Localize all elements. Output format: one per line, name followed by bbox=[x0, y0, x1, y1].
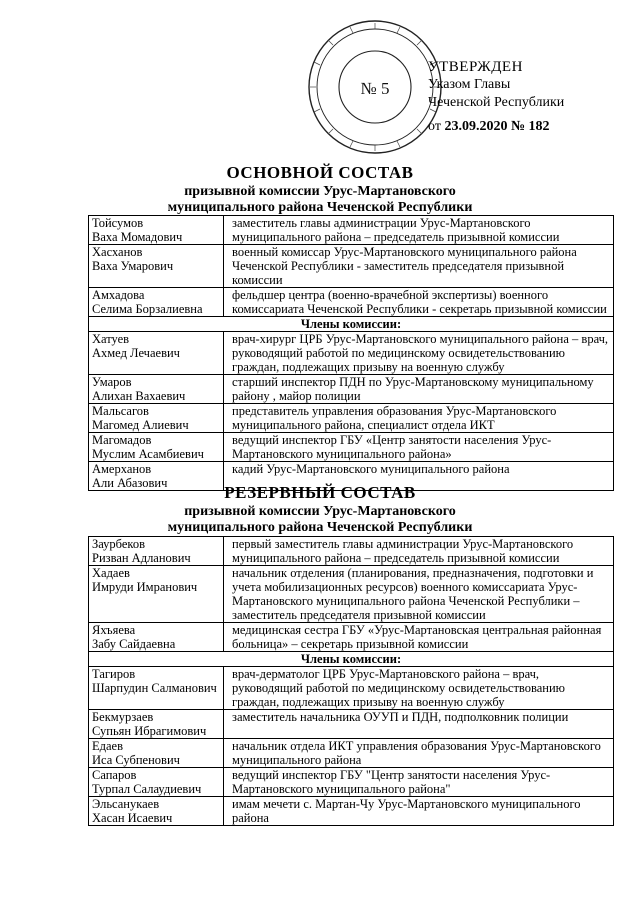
table-row bbox=[89, 768, 614, 797]
table-row bbox=[89, 667, 614, 710]
approval-block bbox=[428, 58, 564, 136]
member-name bbox=[89, 433, 224, 462]
member-role: фельдшер центра (военно-врачебной экспертизы) военного комиссариата Чеченской Республики - секретарь призывной комиссии bbox=[224, 288, 614, 317]
table-row bbox=[89, 710, 614, 739]
members-header: Члены комиссии: bbox=[89, 652, 614, 667]
member-name bbox=[89, 768, 224, 797]
member-given-name: Муслим Асамбиевич bbox=[92, 447, 204, 461]
member-role: врач-дерматолог ЦРБ Урус-Мартановского района – врач, руководящий работой по медицинскому освидетельствованию граждан, подлежащих призыву на военную службу bbox=[224, 667, 614, 710]
member-name bbox=[89, 566, 224, 623]
svg-text:№ 5: № 5 bbox=[360, 79, 390, 98]
main-composition-table bbox=[88, 215, 614, 491]
member-role: начальник отделения (планирования, предназначения, подготовки и учета мобилизационных ресурсов) военного комиссариата Урус-Мартановского муниципального района Чеченской Республики – заместитель председателя призывной комиссии bbox=[224, 566, 614, 623]
member-surname: Амерханов bbox=[92, 462, 152, 476]
table-row bbox=[89, 739, 614, 768]
member-surname: Магомадов bbox=[92, 433, 152, 447]
member-name bbox=[89, 332, 224, 375]
member-name bbox=[89, 667, 224, 710]
member-name bbox=[89, 797, 224, 826]
member-surname: Эльсанукаев bbox=[92, 797, 160, 811]
member-name bbox=[89, 404, 224, 433]
member-name bbox=[89, 375, 224, 404]
member-surname: Тойсумов bbox=[92, 216, 144, 230]
member-role: начальник отдела ИКТ управления образования Урус-Мартановского муниципального района bbox=[224, 739, 614, 768]
member-surname: Яхъяева bbox=[92, 623, 136, 637]
member-surname: Хасханов bbox=[92, 245, 143, 259]
member-name bbox=[89, 288, 224, 317]
table-row bbox=[89, 332, 614, 375]
member-surname: Заурбеков bbox=[92, 537, 146, 551]
member-given-name: Ризван Адланович bbox=[92, 551, 191, 565]
approval-line-2: Чеченской Республики bbox=[428, 95, 565, 110]
member-given-name: Имруди Имранович bbox=[92, 580, 198, 594]
approved-heading: УТВЕРЖДЕН bbox=[428, 59, 523, 75]
table-row bbox=[89, 433, 614, 462]
members-header-row bbox=[89, 317, 614, 332]
member-given-name: Шарпудин Салманович bbox=[92, 681, 217, 695]
table-row bbox=[89, 245, 614, 288]
members-header: Члены комиссии: bbox=[89, 317, 614, 332]
reserve-composition-table bbox=[88, 536, 614, 826]
member-role: медицинская сестра ГБУ «Урус-Мартановская центральная районная больница» – секретарь призывной комиссии bbox=[224, 623, 614, 652]
table-row bbox=[89, 537, 614, 566]
table-row bbox=[89, 288, 614, 317]
member-role: заместитель начальника ОУУП и ПДН, подполковник полиции bbox=[224, 710, 614, 739]
member-surname: Хадаев bbox=[92, 566, 130, 580]
member-given-name: Алихан Вахаевич bbox=[92, 389, 186, 403]
member-surname: Тагиров bbox=[92, 667, 136, 681]
member-role: врач-хирург ЦРБ Урус-Мартановского муниципального района – врач, руководящий работой по медицинскому освидетельствованию граждан, подлежащих призыву на военную службу bbox=[224, 332, 614, 375]
main-section-subtitle: призывной комиссии Урус-Мартановского муниципального района Чеченской Республики bbox=[167, 184, 473, 215]
member-role: кадий Урус-Мартановского муниципального района bbox=[224, 462, 614, 491]
member-given-name: Ахмед Лечаевич bbox=[92, 346, 180, 360]
member-role: военный комиссар Урус-Мартановского муниципального района Чеченской Республики - заместитель председателя призывной комиссии bbox=[224, 245, 614, 288]
member-surname: Бекмурзаев bbox=[92, 710, 154, 724]
member-given-name: Иса Субпенович bbox=[92, 753, 180, 767]
member-surname: Амхадова bbox=[92, 288, 145, 302]
member-given-name: Забу Сайдаевна bbox=[92, 637, 176, 651]
approval-line-1: Указом Главы bbox=[428, 77, 511, 92]
member-given-name: Супьян Ибрагимович bbox=[92, 724, 207, 738]
member-role: ведущий инспектор ГБУ "Центр занятости населения Урус-Мартановского муниципального района" bbox=[224, 768, 614, 797]
member-role: старший инспектор ПДН по Урус-Мартановскому муниципальному району , майор полиции bbox=[224, 375, 614, 404]
member-given-name: Селима Борзалиевна bbox=[92, 302, 203, 316]
member-surname: Сапаров bbox=[92, 768, 137, 782]
member-role: представитель управления образования Урус-Мартановского муниципального района, специалист отдела ИКТ bbox=[224, 404, 614, 433]
approval-date: от 23.09.2020 № 182 bbox=[428, 119, 550, 134]
member-given-name: Хасан Исаевич bbox=[92, 811, 173, 825]
table-row bbox=[89, 566, 614, 623]
member-given-name: Али Абазович bbox=[92, 476, 168, 490]
main-section-title: ОСНОВНОЙ СОСТАВ bbox=[226, 163, 414, 182]
member-name bbox=[89, 537, 224, 566]
member-role: ведущий инспектор ГБУ «Центр занятости населения Урус-Мартановского муниципального района» bbox=[224, 433, 614, 462]
member-given-name: Ваха Момадович bbox=[92, 230, 183, 244]
member-surname: Хатуев bbox=[92, 332, 130, 346]
members-header-row bbox=[89, 652, 614, 667]
member-name bbox=[89, 245, 224, 288]
reserve-section-title: РЕЗЕРВНЫЙ СОСТАВ bbox=[224, 483, 416, 502]
member-role: первый заместитель главы администрации Урус-Мартановского муниципального района – председатель призывной комиссии bbox=[224, 537, 614, 566]
member-surname: Умаров bbox=[92, 375, 132, 389]
member-given-name: Турпал Салаудиевич bbox=[92, 782, 202, 796]
table-row bbox=[89, 623, 614, 652]
table-row bbox=[89, 216, 614, 245]
member-surname: Мальсагов bbox=[92, 404, 149, 418]
reserve-section-subtitle: призывной комиссии Урус-Мартановского муниципального района Чеченской Республики bbox=[167, 504, 473, 535]
member-surname: Едаев bbox=[92, 739, 123, 753]
table-row bbox=[89, 404, 614, 433]
member-name bbox=[89, 739, 224, 768]
member-name bbox=[89, 710, 224, 739]
table-row bbox=[89, 375, 614, 404]
member-role: заместитель главы администрации Урус-Мартановского муниципального района – председатель призывной комиссии bbox=[224, 216, 614, 245]
member-name bbox=[89, 216, 224, 245]
member-role: имам мечети с. Мартан-Чу Урус-Мартановского муниципального района bbox=[224, 797, 614, 826]
member-name bbox=[89, 623, 224, 652]
table-row bbox=[89, 797, 614, 826]
member-given-name: Магомед Алиевич bbox=[92, 418, 189, 432]
member-given-name: Ваха Умарович bbox=[92, 259, 174, 273]
